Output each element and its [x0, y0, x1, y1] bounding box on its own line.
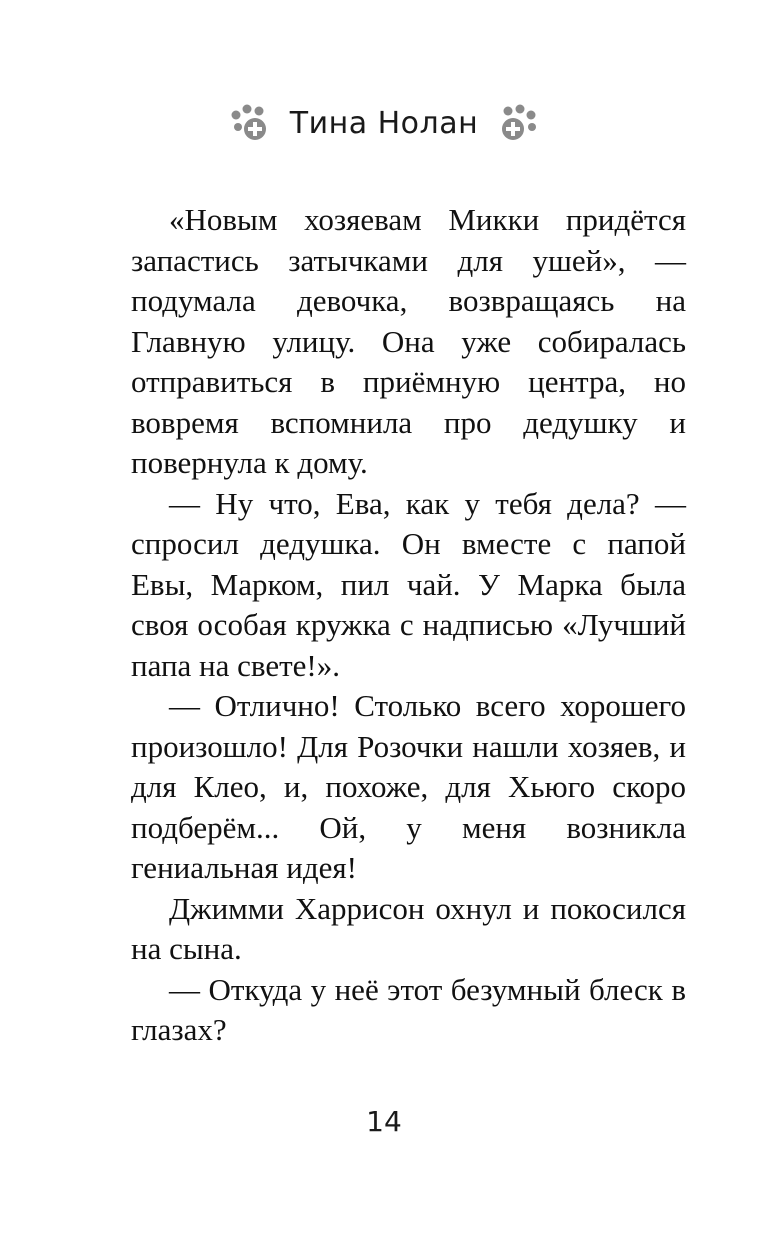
paragraph: Джимми Харрисон охнул и покосился на сына.: [131, 890, 686, 966]
body-text: [131, 200, 686, 1051]
paragraph: — Отлично! Столько всего хорошего произошло! Для Розочки нашли хозяев, и для Клео, и, похоже, для Хьюго скоро подберём... Ой, у меня возникла гениальная идея!: [131, 688, 686, 885]
paragraph: — Ну что, Ева, как у тебя дела? — спросил дедушка. Он вместе с папой Евы, Марком, пил чай. У Марка была своя особая кружка с надписью «Лучший папа на свете!».: [131, 485, 686, 683]
author-name: Тина Нолан: [289, 105, 479, 141]
paragraph: «Новым хозяевам Микки придётся запастись затычками для ушей», — подумала девочка, возвращаясь на Главную улицу. Она уже собиралась отправиться в приёмную центра, но вовремя вспомнила про дедушку и повернула к дому.: [131, 202, 686, 480]
paw-print-icon: [496, 103, 540, 143]
paragraph: — Откуда у неё этот безумный блеск в глазах?: [131, 971, 686, 1047]
page-number: 14: [366, 1105, 402, 1138]
paw-print-icon: [228, 103, 272, 143]
running-head: [0, 98, 768, 148]
